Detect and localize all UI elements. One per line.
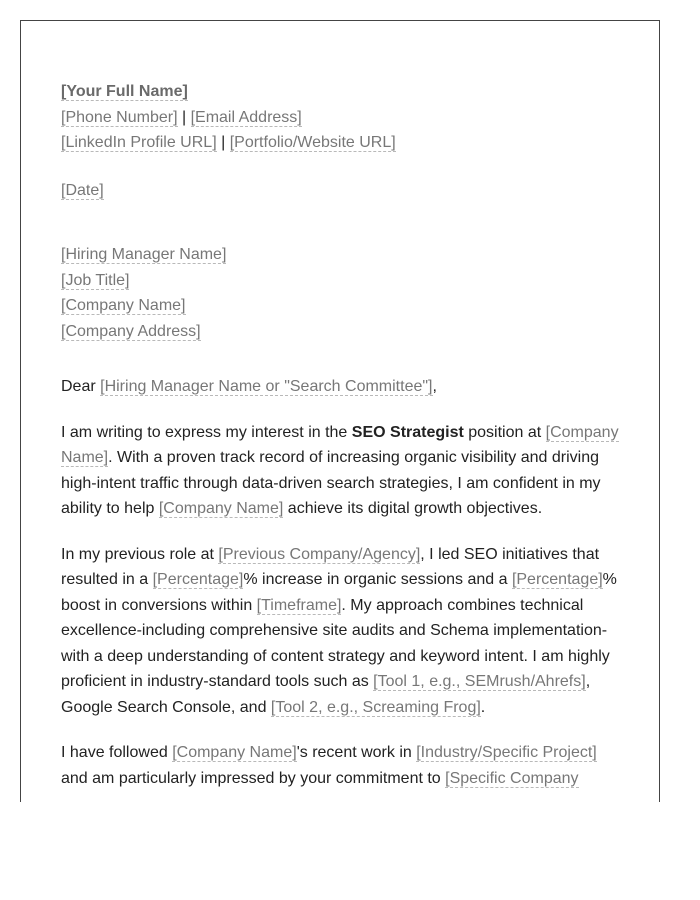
date-line — [61, 178, 621, 204]
percentage-placeholder-2[interactable]: [Percentage] — [511, 571, 603, 588]
paragraph-intro — [61, 420, 621, 522]
p1-text-2: position at — [463, 423, 546, 441]
p1-company-placeholder-1[interactable]: [Company Name] — [61, 423, 619, 466]
tool-1-placeholder[interactable]: [Tool 1, e.g., SEMrush/Ahrefs] — [373, 673, 586, 690]
p3-company-placeholder[interactable]: [Company Name] — [172, 744, 297, 761]
links-separator: | — [221, 134, 226, 151]
email-placeholder[interactable]: [Email Address] — [190, 108, 302, 126]
p2-text-4: % boost in conversions within — [61, 571, 617, 614]
industry-project-placeholder[interactable]: [Industry/Specific Project] — [416, 744, 597, 761]
p1-text-1: I am writing to express my interest in the — [61, 423, 352, 441]
paragraph-company-interest — [61, 740, 621, 791]
previous-company-placeholder[interactable]: [Previous Company/Agency] — [218, 545, 421, 563]
p3-text-1: I have followed — [61, 744, 173, 761]
p2-text-3: % increase in organic sessions and a — [243, 571, 512, 588]
company-name-placeholder[interactable]: [Company Name] — [61, 297, 186, 314]
percentage-placeholder-1[interactable]: [Percentage] — [152, 571, 244, 588]
company-address-placeholder[interactable]: [Company Address] — [61, 322, 201, 340]
sender-block — [61, 79, 621, 156]
sender-full-name-placeholder[interactable]: [Your Full Name] — [61, 83, 188, 100]
contact-separator: | — [181, 108, 187, 126]
p2-text-7: . — [480, 698, 486, 716]
p3-text-2: 's recent work in — [296, 744, 417, 761]
tool-2-placeholder[interactable]: [Tool 2, e.g., Screaming Frog] — [270, 698, 481, 716]
p2-text-5: . My approach combines technical excellence-including comprehensive site audits and Schema implementation-with a deep understanding of content strategy and keyword intent. I am highly proficient in industry-standard tools such as — [61, 596, 610, 690]
manager-name-placeholder[interactable]: [Hiring Manager Name] — [61, 246, 227, 263]
p2-text-2: , I led SEO initiatives that resulted in a — [61, 545, 600, 588]
specific-company-placeholder[interactable]: [Specific Company — [445, 769, 579, 787]
salutation-prefix: Dear — [61, 378, 101, 395]
role-title: SEO Strategist — [351, 423, 464, 441]
p3-text-3: and am particularly impressed by your commitment to — [61, 769, 446, 787]
recipient-block — [61, 242, 621, 344]
job-title-placeholder[interactable]: [Job Title] — [61, 271, 130, 289]
p1-text-4: achieve its digital growth objectives. — [283, 500, 543, 517]
p2-text-6: , Google Search Console, and — [61, 673, 591, 716]
p2-text-1: In my previous role at — [61, 545, 219, 563]
timeframe-placeholder[interactable]: [Timeframe] — [256, 596, 342, 614]
sender-links-line — [61, 130, 621, 156]
addressee-placeholder[interactable]: [Hiring Manager Name or "Search Committee"] — [100, 378, 433, 395]
date-placeholder[interactable]: [Date] — [61, 181, 104, 199]
p1-text-3: . With a proven track record of increasing organic visibility and driving high-intent traffic through data-driven search strategies, I am confident in my ability to help — [61, 449, 601, 517]
p1-company-placeholder-2[interactable]: [Company Name] — [158, 500, 284, 517]
sender-contact-line — [61, 105, 621, 131]
portfolio-placeholder[interactable]: [Portfolio/Website URL] — [229, 134, 396, 151]
salutation-suffix: , — [432, 378, 437, 395]
letter-page — [20, 20, 660, 802]
sender-name-line — [61, 79, 621, 105]
salutation — [61, 374, 621, 400]
paragraph-experience — [61, 542, 621, 721]
linkedin-placeholder[interactable]: [LinkedIn Profile URL] — [61, 134, 217, 151]
phone-placeholder[interactable]: [Phone Number] — [61, 108, 178, 126]
letter-content — [61, 79, 621, 791]
